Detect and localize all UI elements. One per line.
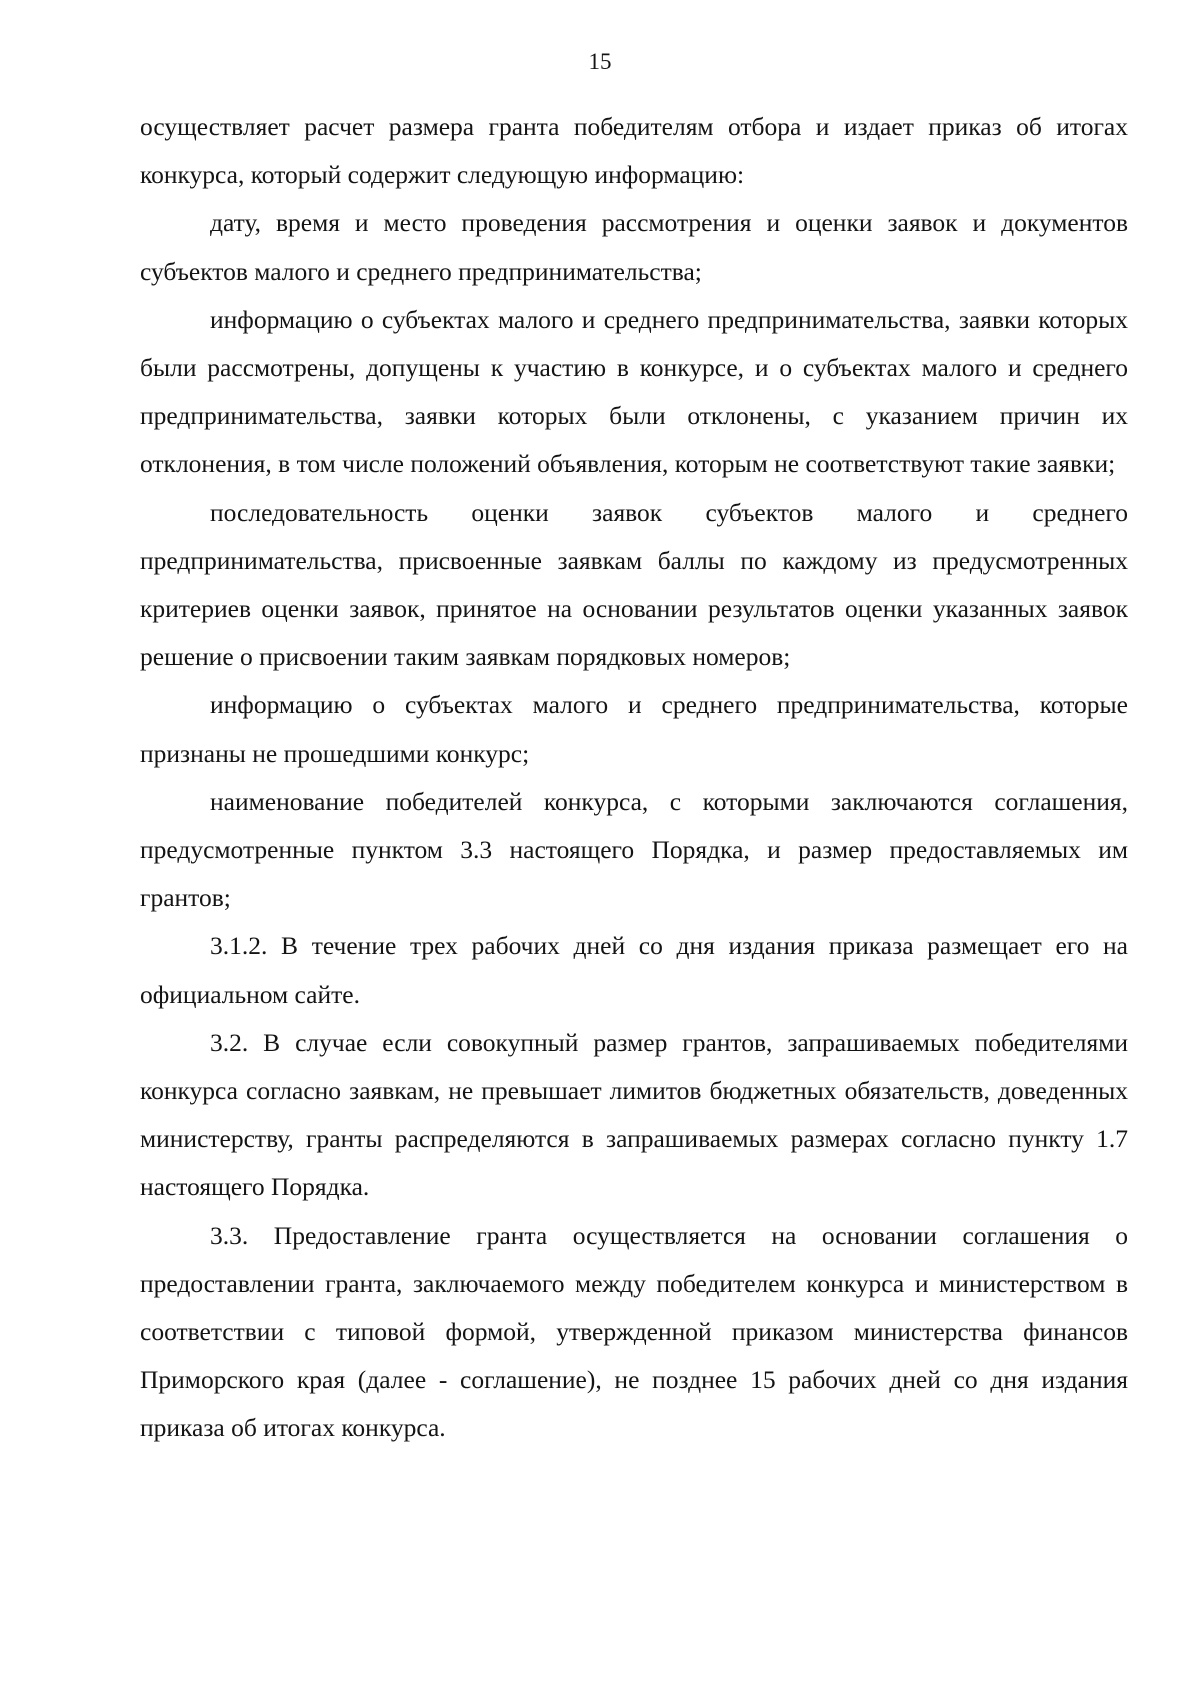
document-body — [140, 103, 1128, 1453]
paragraph-section-3-3: 3.3. Предоставление гранта осуществляется на основании соглашения о предоставлении гранта, заключаемого между победителем конкурса и министерством в соответствии с типовой формой, утвержденной приказом министерства финансов Приморского края (далее - соглашение), не позднее 15 рабочих дней со дня издания приказа об итогах конкурса. — [140, 1220, 1128, 1443]
paragraph-section-3-1-2: 3.1.2. В течение трех рабочих дней со дня издания приказа размещает его на официальном сайте. — [140, 931, 1128, 1009]
page-number: 15 — [588, 49, 612, 74]
paragraph-winners: наименование победителей конкурса, с которыми заключаются соглашения, предусмотренные пунктом 3.3 настоящего Порядка, и размер предоставляемых им грантов; — [140, 786, 1128, 913]
paragraph-evaluation-sequence: последовательность оценки заявок субъектов малого и среднего предпринимательства, присвоенные заявкам баллы по каждому из предусмотренных критериев оценки заявок, принятое на основании результатов оценки указанных заявок решение о присвоении таким заявкам порядковых номеров; — [140, 497, 1128, 672]
paragraph-review-date: дату, время и место проведения рассмотрения и оценки заявок и документов субъектов малого и среднего предпринимательства; — [140, 208, 1128, 286]
paragraph-reviewed-applications: информацию о субъектах малого и среднего предпринимательства, заявки которых были рассмотрены, допущены к участию в конкурсе, и о субъектах малого и среднего предпринимательства, заявки которых были отклонены, с указанием причин их отклонения, в том числе положений объявления, которым не соответствуют такие заявки; — [140, 304, 1128, 479]
paragraph-failed-participants: информацию о субъектах малого и среднего предпринимательства, которые признаны не прошедшими конкурс; — [140, 690, 1128, 768]
paragraph-section-3-2: 3.2. В случае если совокупный размер грантов, запрашиваемых победителями конкурса согласно заявкам, не превышает лимитов бюджетных обязательств, доведенных министерству, гранты распределяются в запрашиваемых размерах согласно пункту 1.7 настоящего Порядка. — [140, 1027, 1128, 1202]
paragraph-continuation: осуществляет расчет размера гранта победителям отбора и издает приказ об итогах конкурса, который содержит следующую информацию: — [140, 112, 1128, 190]
